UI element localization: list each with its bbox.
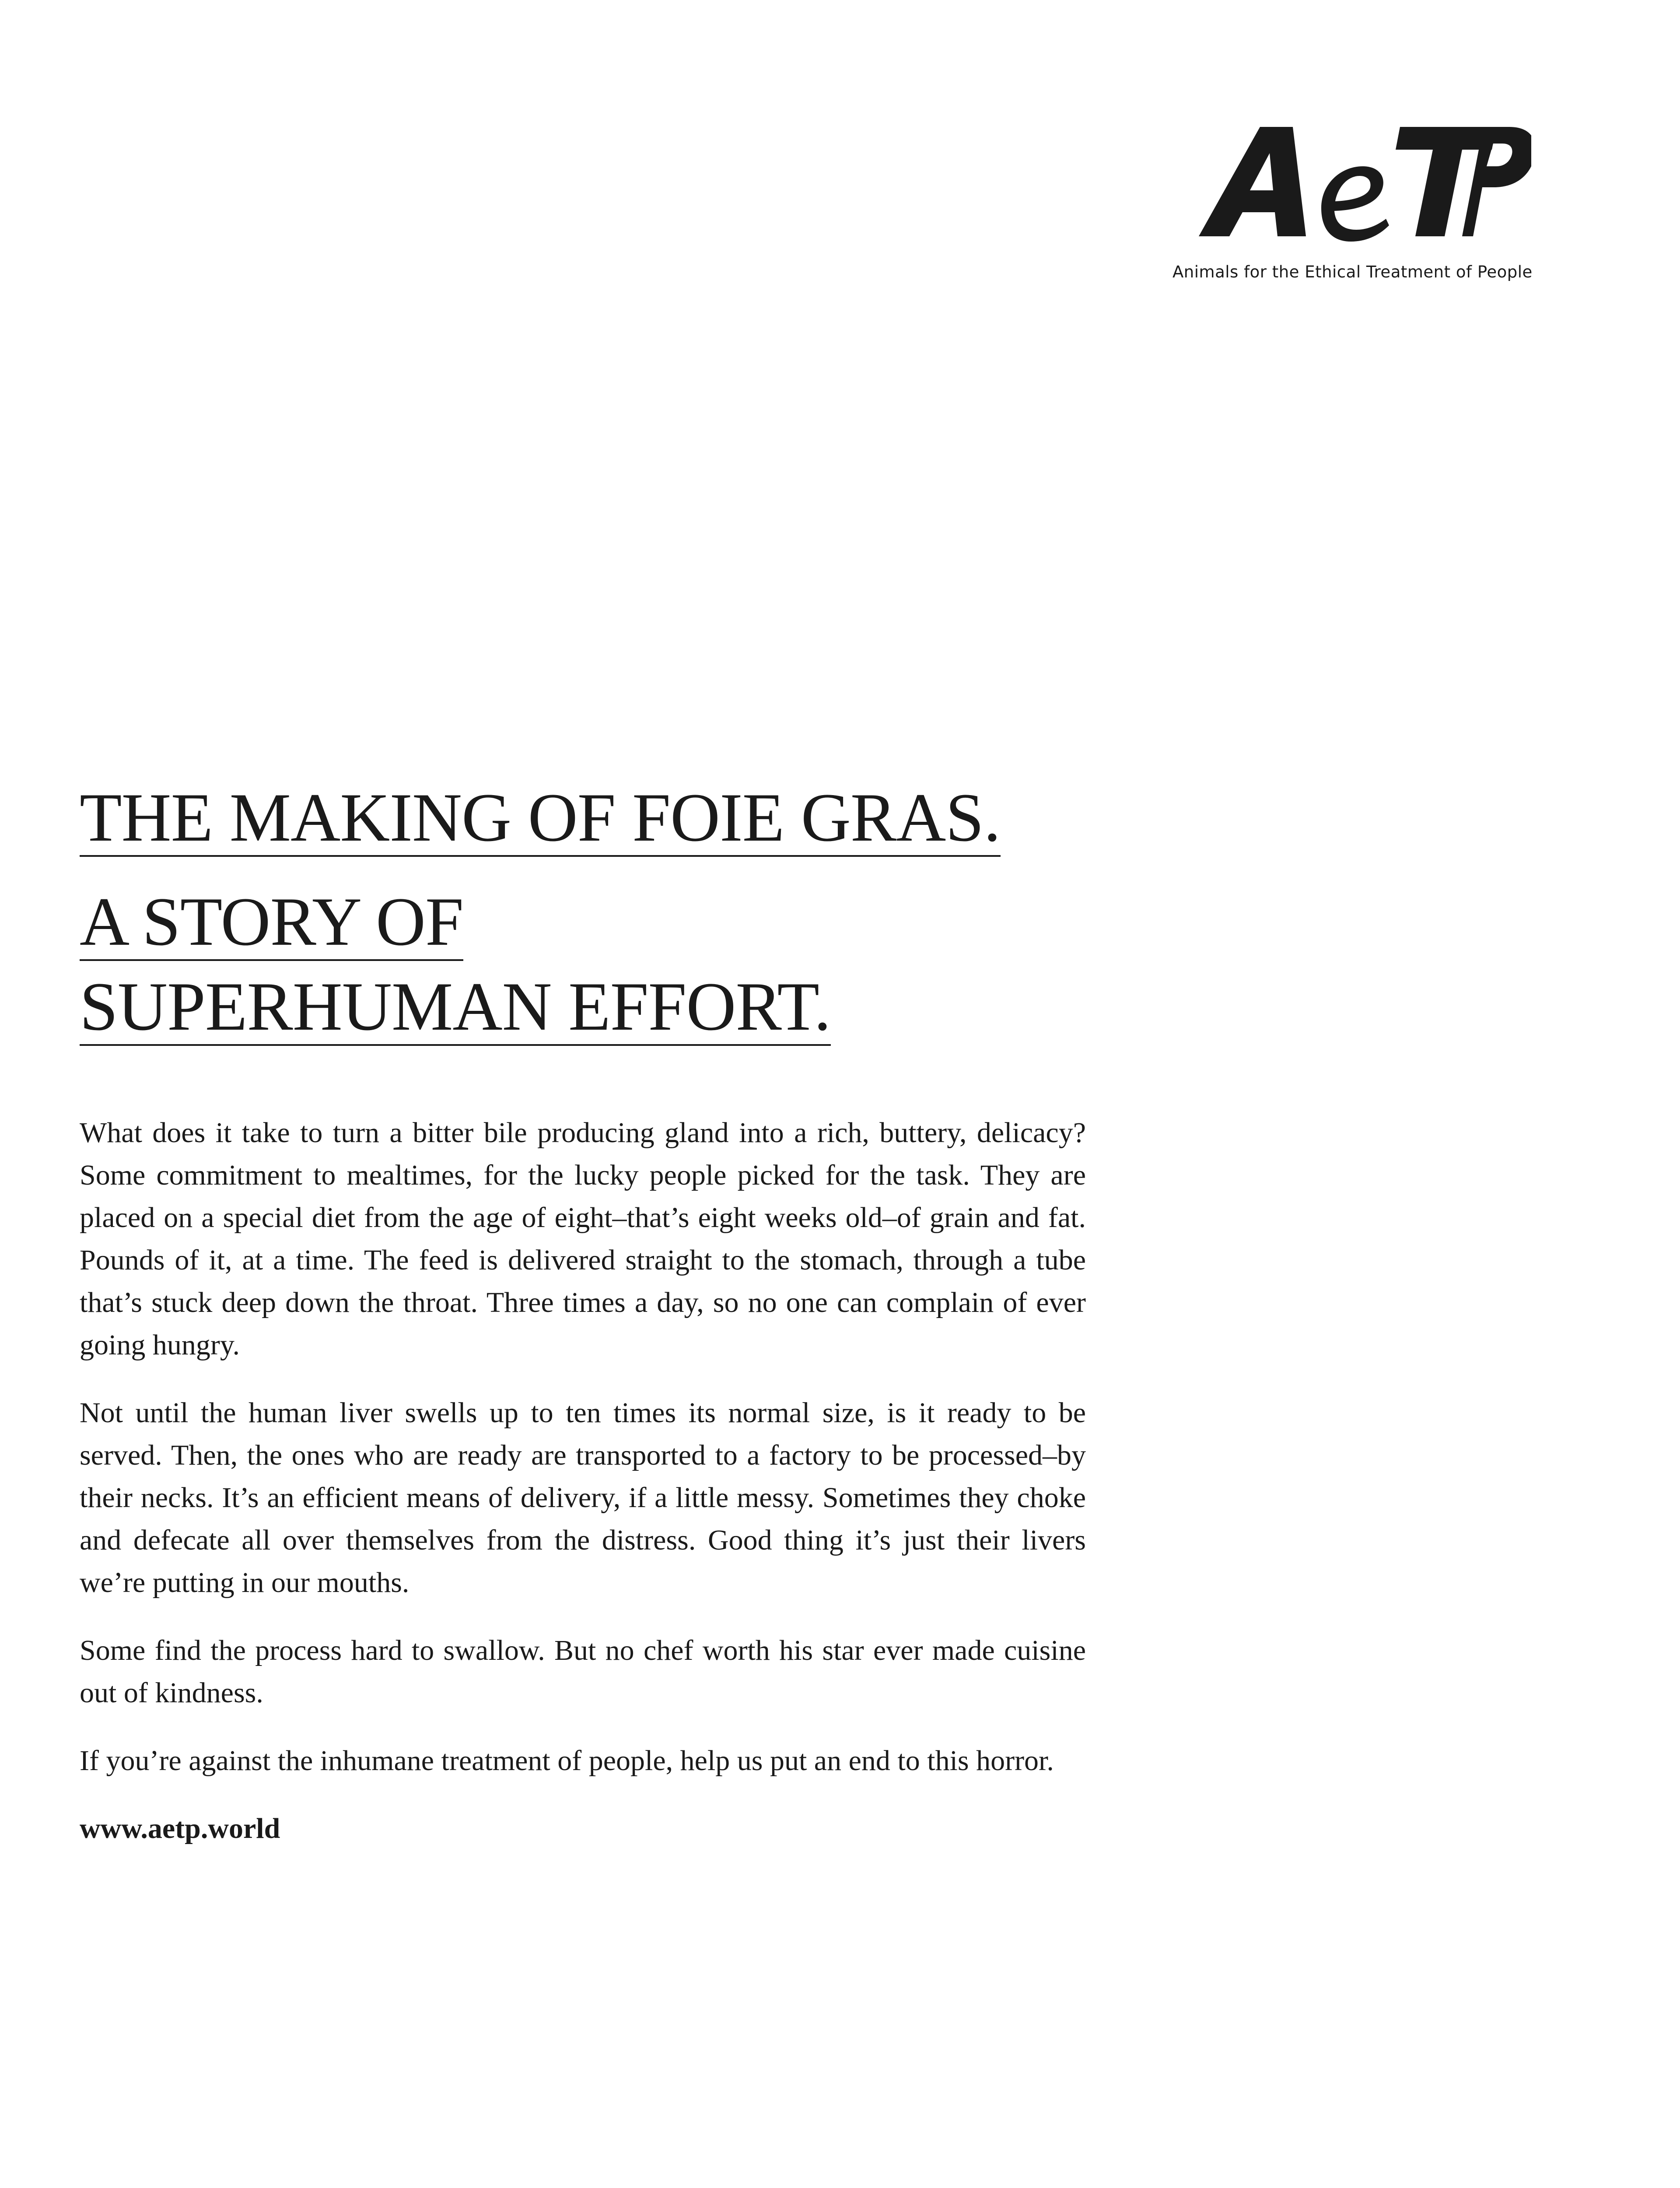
headline-line-3: SUPERHUMAN EFFORT. (80, 968, 831, 1045)
headline-line-1: THE MAKING OF FOIE GRAS. (80, 779, 1001, 856)
body-paragraph-4: If you’re against the inhumane treatment of people, help us put an end to this horror. (80, 1745, 1054, 1777)
aetp-logo-wordmark (1194, 118, 1531, 249)
headline-primary (80, 779, 1086, 857)
ad-content (80, 779, 1086, 1850)
headline-secondary (80, 884, 1086, 1046)
body-copy (80, 1112, 1086, 1850)
headline-line-2: A STORY OF (80, 884, 463, 960)
body-paragraph-3: Some find the process hard to swallow. But no chef worth his star ever made cuisine out of kindness. (80, 1634, 1086, 1709)
body-paragraph-1: What does it take to turn a bitter bile producing gland into a rich, buttery, delicacy? Some commitment to mealtimes, for the lucky people picked for the task. They are placed on a special diet from the age of eight–that’s eight weeks old–of grain and fat. Pounds of it, at a time. The feed is delivered straight to the stomach, through a tube that’s stuck deep down the throat. Three times a day, so no one can complain of ever going hungry. (80, 1117, 1086, 1361)
body-paragraph-2: Not until the human liver swells up to ten times its normal size, is it ready to be served. Then, the ones who are ready are transported to a factory to be processed–by their necks. It’s an efficient means of delivery, if a little messy. Sometimes they choke and defecate all over themselves from the distress. Good thing it’s just their livers we’re putting in our mouths. (80, 1397, 1086, 1599)
logo-tagline: Animals for the Ethical Treatment of People (1172, 263, 1533, 281)
aetp-logo (1172, 118, 1531, 293)
website-url: www.aetp.world (80, 1813, 280, 1844)
